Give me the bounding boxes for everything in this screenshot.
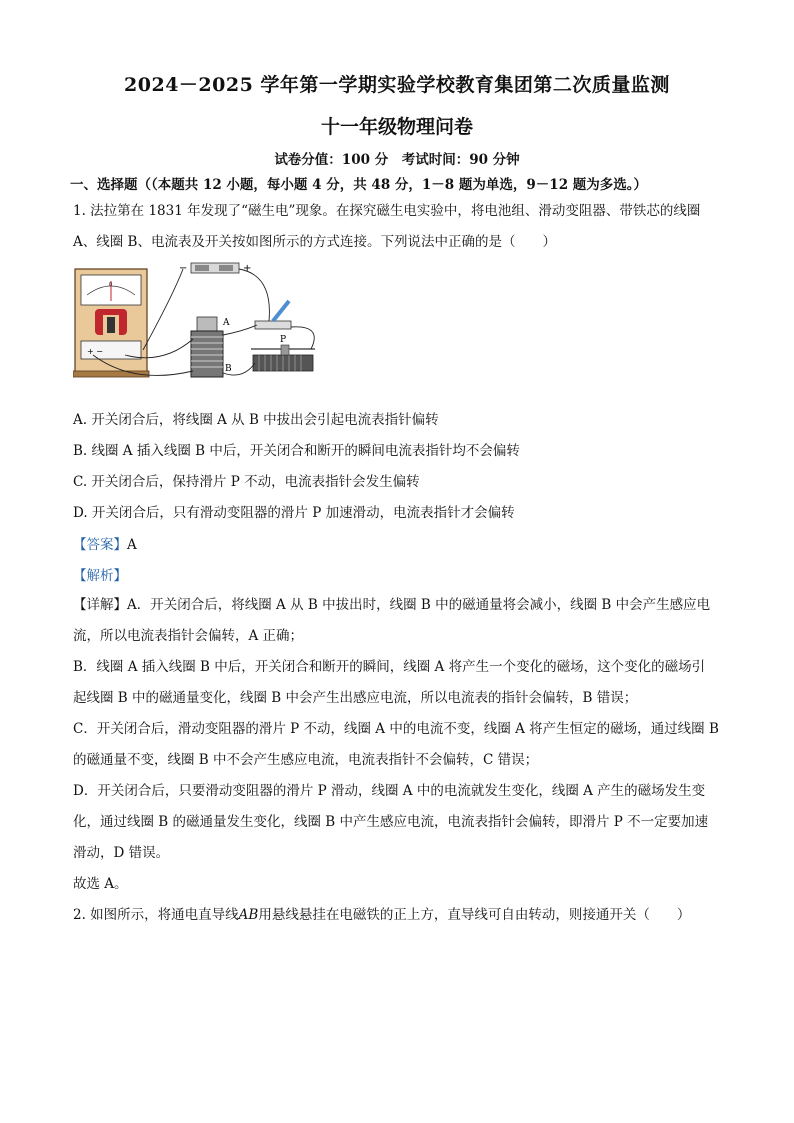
coil-b-label: B [225, 364, 232, 374]
detail-line: 故选 A。 [73, 876, 128, 892]
coil-a-label: A [223, 318, 230, 328]
battery-minus-label: − [179, 263, 188, 274]
section-heading: 一、选择题（（本题共 12 小题，每小题 4 分，共 48 分，1－8 题为单选，9－12 题为多选。） [70, 177, 648, 193]
answer-value: A [127, 537, 137, 553]
exam-subtitle: 十一年级物理问卷 [320, 116, 473, 138]
detail-line: C．开关闭合后，滑动变阻器的滑片 P 不动，线圈 A 中的电流不变，线圈 A 将产生恒定的磁场，通过线圈 B [73, 721, 719, 737]
detail-line: 化，通过线圈 B 的磁通量发生变化，线圈 B 中产生感应电流，电流表指针会偏转，即滑片 P 不一定要加速 [73, 814, 709, 830]
detail-line: 滑动，D 错误。 [73, 845, 170, 861]
answer-label: 【答案】 [73, 537, 127, 553]
q1-stem-line2: A、线圈 B、电流表及开关按如图所示的方式连接。下列说法中正确的是（ ） [73, 234, 556, 250]
detail-line: 起线圈 B 中的磁通量变化，线圈 B 中会产生出感应电流，所以电流表的指针会偏转，B 错误； [73, 690, 638, 706]
detail-line: D．开关闭合后，只要滑动变阻器的滑片 P 滑动，线圈 A 中的电流就发生变化，线圈 A 产生的磁场发生变 [73, 783, 706, 799]
detail-line: 流，所以电流表指针会偏转，A 正确； [73, 628, 304, 644]
q1-analysis-label [73, 564, 127, 584]
q2-stem-suffix: 用悬线悬挂在电磁铁的正上方，直导线可自由转动，则接通开关（ ） [258, 907, 691, 923]
galvanometer-icon [73, 269, 149, 377]
battery-icon [179, 263, 251, 274]
coil-icon [191, 317, 232, 377]
q1-option-d: D. 开关闭合后，只有滑动变阻器的滑片 P 加速滑动，电流表指针才会偏转 [73, 505, 515, 521]
meter-zero-label: 0 [109, 282, 113, 288]
q1-detail [73, 590, 723, 900]
detail-line: B．线圈 A 插入线圈 B 中后，开关闭合和断开的瞬间，线圈 A 将产生一个变化的磁场，这个变化的磁场引 [73, 659, 706, 675]
q1-option-a: A. 开关闭合后，将线圈 A 从 B 中拔出会引起电流表指针偏转 [73, 412, 439, 428]
battery-plus-label: + [243, 263, 252, 274]
exam-meta: 试卷分值：100 分 考试时间：90 分钟 [274, 152, 520, 168]
rheostat-icon [251, 335, 315, 371]
q1-answer [73, 533, 137, 553]
q1-stem-line1: 1. 法拉第在 1831 年发现了“磁生电”现象。在探究磁生电实验中，将电池组、滑动变阻器、带铁芯的线圈 [73, 203, 701, 219]
exam-title: 2024－2025 学年第一学期实验学校教育集团第二次质量监测 [124, 74, 670, 96]
meter-terminals-label: + − [87, 347, 103, 356]
analysis-label: 【解析】 [73, 568, 127, 584]
q2-stem-prefix: 2. 如图所示，将通电直导线 [73, 907, 239, 923]
detail-line: 【详解】A．开关闭合后，将线圈 A 从 B 中拔出时，线圈 B 中的磁通量将会减小，线圈 B 中会产生感应电 [73, 597, 711, 613]
q1-option-c: C. 开关闭合后，保持滑片 P 不动，电流表指针会发生偏转 [73, 474, 420, 490]
q1-circuit-figure [73, 255, 333, 390]
detail-line: 的磁通量不变，线圈 B 中不会产生感应电流，电流表指针不会偏转，C 错误； [73, 752, 539, 768]
slider-p-label: P [280, 335, 287, 345]
q2-stem [73, 900, 723, 931]
q2-stem-ab: AB [238, 907, 259, 923]
q1-option-b: B. 线圈 A 插入线圈 B 中后，开关闭合和断开的瞬间电流表指针均不会偏转 [73, 443, 520, 459]
switch-icon [255, 301, 291, 329]
